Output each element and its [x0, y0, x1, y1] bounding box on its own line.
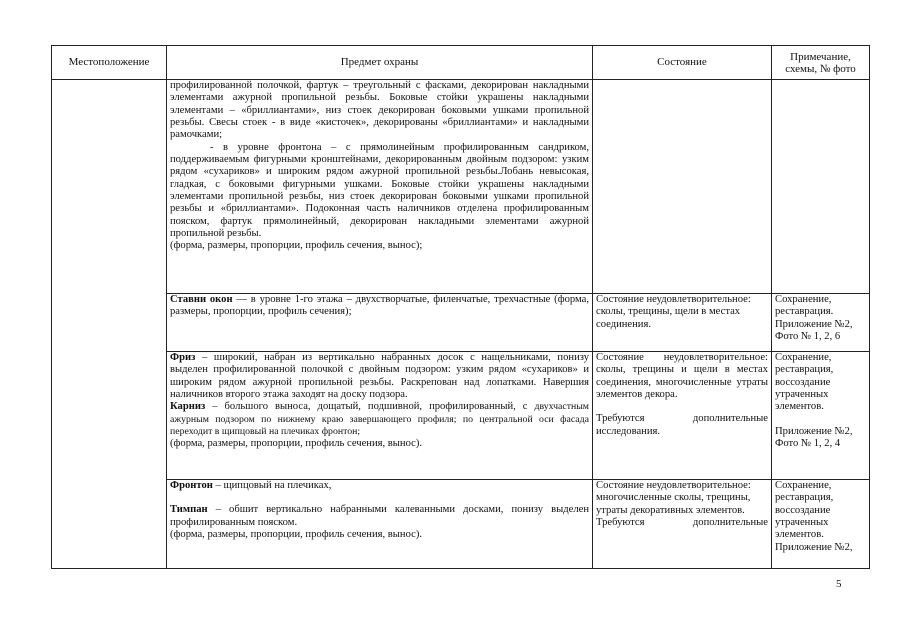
state-text: Требуются дополнительные исследования.	[596, 413, 768, 437]
note-text: Сохранение, реставрация.	[775, 294, 834, 318]
subject-paragraph: профилированной полочкой, фартук – треугольный с фасками, декорирован накладными элементами ажурной пропильной резьбы. Боковые стойки украшены накладными элементами – «бриллиантами», низ стоек декорирован боковыми ушками пропильной резьбы. Свесы стоек - в виде «кисточек», декорированы «бриллиантами» и накладными рамочками;	[170, 80, 589, 141]
item-text: (форма, размеры, пропорции, профиль сечения, вынос).	[170, 438, 423, 450]
protection-subject-table	[51, 45, 870, 569]
state-text: Состояние неудовлетворительное: сколы, трещины, щели в местах соединения.	[596, 294, 751, 330]
note-text: Приложение №2, Фото № 1, 2, 6	[775, 318, 853, 343]
state-cell	[593, 352, 772, 480]
note-cell	[772, 294, 870, 352]
item-text: — в уровне 1-го этажа – двухстворчатые, филенчатые, трехчастные (форма, размеры, пропорции, профиль сечения);	[170, 294, 589, 318]
table-row	[52, 294, 870, 352]
item-text: двухчастным ажурным подзором по нижнему краю завершающего профиля; по центральной оси фасада переходит в щипцовый на плечиках фронтон;	[170, 401, 589, 438]
item-text: – широкий, набран из вертикально набранных досок с нащельниками, понизу выделен профилированной полочкой с двойным подзором: узким рядом «сухариков» и широким рядом ажурной пропильной резьбы. Раскрепован над лопатками. Навершия наличников второго этажа заходят на доску подзора.	[170, 352, 589, 401]
state-cell	[593, 480, 772, 569]
header-state: Состояние	[593, 46, 772, 80]
table-row	[52, 352, 870, 480]
header-row	[52, 46, 870, 80]
header-subject: Предмет охраны	[167, 46, 593, 80]
subject-paragraph: (форма, размеры, пропорции, профиль сечения, вынос);	[170, 240, 423, 252]
location-cell	[52, 80, 167, 569]
item-title: Тимпан	[170, 504, 208, 516]
table-row	[52, 480, 870, 569]
note-text: Приложение №2,	[775, 541, 853, 553]
subject-cell	[167, 352, 593, 480]
note-text: Сохранение, реставрация, воссоздание утраченных элементов.	[775, 352, 834, 413]
subject-cell	[167, 294, 593, 352]
note-text: Сохранение, реставрация, воссоздание утраченных элементов.	[775, 480, 834, 541]
note-cell	[772, 80, 870, 294]
table-row	[52, 80, 870, 294]
state-cell	[593, 294, 772, 352]
state-text: Состояние неудовлетворительное: сколы, трещины и щели в местах соединения, многочисленные утраты элементов декора.	[596, 352, 768, 401]
item-text: – большого выноса, дощатый, подшивной, профилированный, с	[205, 401, 535, 413]
item-text: – щипцовый на плечиках,	[212, 480, 332, 491]
subject-paragraph: - в уровне фронтона – с прямолинейным профилированным сандриком, поддерживаемым фигурными кронштейнами, декорированным двойным подзором: узким рядом «сухариков» и широким рядом ажурной пропильной резьбы.Лобань невысокая, гладкая, с боковыми фигурными ушками. Боковые стойки украшены накладными элементами пропильной резьбы, низ стоек декорирован боковыми ушками пропильной резьбы и «бриллиантами». Подоконная часть наличников отделена профилированным пояском, фартук прямолинейный, декорирован накладными элементами ажурной пропильной резьбы.	[170, 141, 589, 240]
subject-cell	[167, 80, 593, 294]
note-text: Приложение №2, Фото № 1, 2, 4	[775, 425, 853, 450]
note-cell	[772, 480, 870, 569]
item-title: Ставни окон	[170, 294, 233, 305]
item-title: Фронтон	[170, 480, 213, 491]
item-text: (форма, размеры, пропорции, профиль сечения, вынос).	[170, 529, 423, 541]
state-cell	[593, 80, 772, 294]
state-text: Требуются дополнительные	[596, 517, 768, 529]
header-note: Примечание, схемы, № фото	[772, 46, 870, 80]
item-title: Карниз	[170, 401, 206, 413]
header-location: Местоположение	[52, 46, 167, 80]
page-number: 5	[836, 578, 842, 590]
subject-cell	[167, 480, 593, 569]
note-cell	[772, 352, 870, 480]
state-text: Состояние неудовлетворительное: многочисленные сколы, трещины, утраты декоративных элементов.	[596, 480, 751, 516]
item-title: Фриз	[170, 352, 196, 363]
item-text: – обшит вертикально набранными калеванными досками, понизу выделен профилированным пояском.	[170, 504, 589, 528]
